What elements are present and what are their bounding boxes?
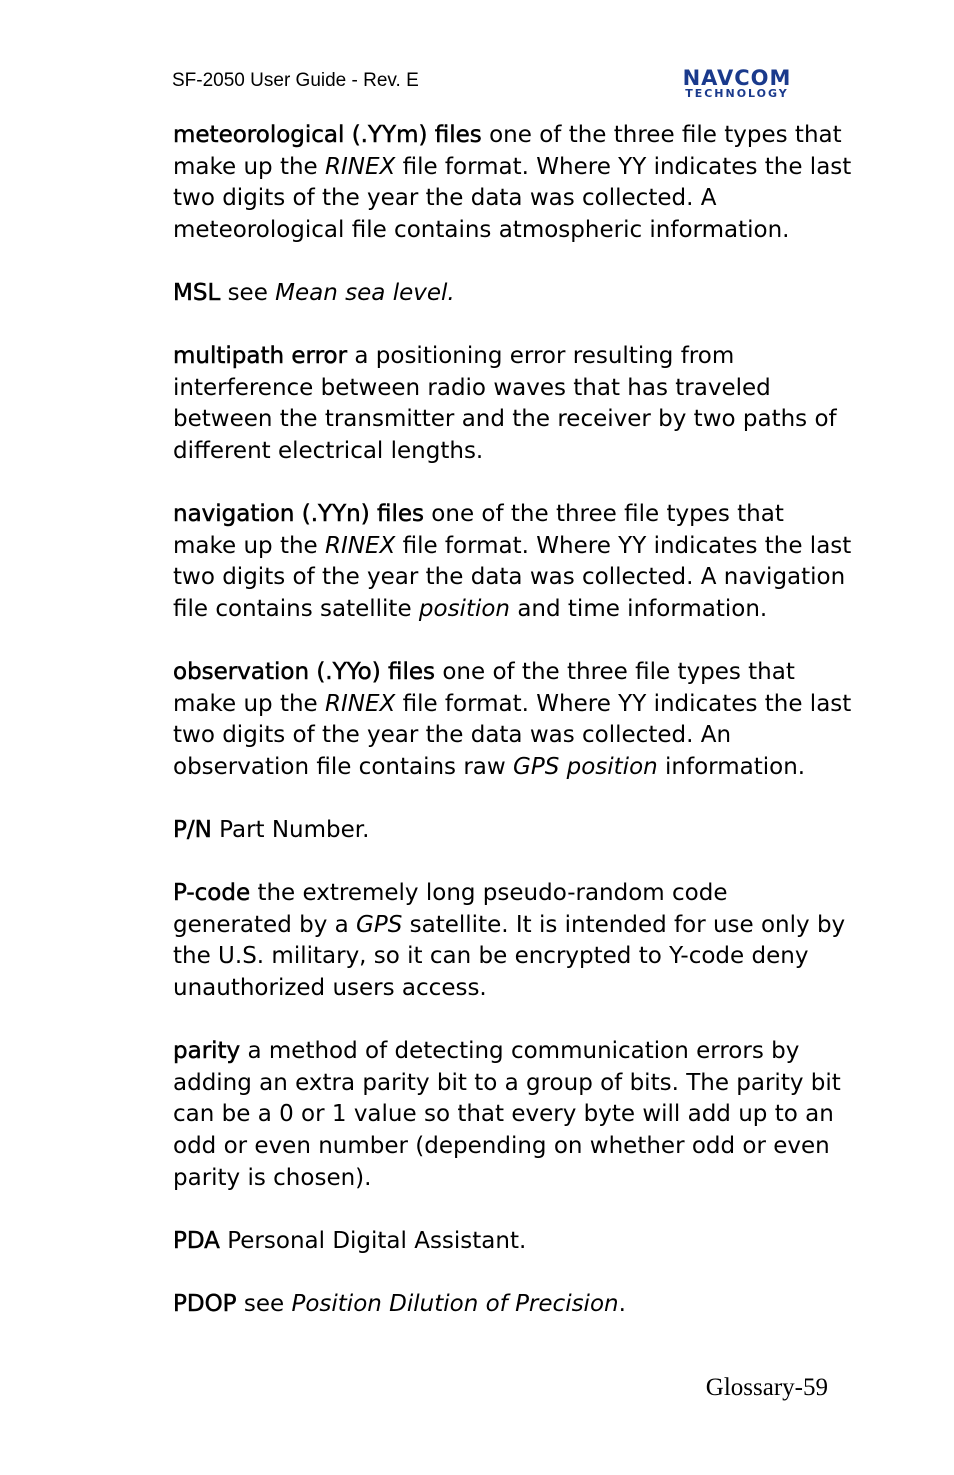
cross-reference: RINEX [325, 690, 396, 717]
definition-text: see [236, 1290, 292, 1317]
definition-text: a method of detecting communication errors by adding an extra parity bit to a group of bits. The parity bit can be a 0 or 1 value so that every byte will add up to an odd or even number (depending on whether odd or even parity is chosen). [173, 1038, 841, 1191]
logo-text-bottom: TECHNOLOGY [685, 87, 789, 100]
definition-text: satellite. It is intended for use only by the U.S. military, so it can be encrypted to Y-code deny unauthorized users access. [173, 911, 846, 1002]
cross-reference: Mean sea level. [275, 279, 455, 306]
glossary-term: meteorological (.YYm) files [173, 122, 482, 148]
navcom-logo [644, 66, 830, 100]
document-title: SF-2050 User Guide - Rev. E [172, 70, 419, 91]
definition-text: Personal Digital Assistant. [219, 1227, 527, 1254]
glossary-entry-multipath-error [173, 341, 853, 467]
definition-text: see [220, 279, 276, 306]
cross-reference: Position Dilution of Precision [291, 1290, 619, 1317]
glossary-term: P/N [173, 817, 212, 844]
definition-text: the extremely long pseudo-random code generated by a [173, 880, 728, 938]
glossary-entry-pda [173, 1226, 853, 1258]
glossary-term: PDOP [173, 1290, 237, 1317]
definition-text: and time information. [510, 595, 768, 622]
cross-reference: position [418, 595, 511, 622]
glossary-content [173, 120, 853, 1352]
definition-text: one of the three file types that make up the [173, 501, 784, 559]
cross-reference: RINEX [325, 532, 396, 559]
glossary-entry-msl [173, 278, 853, 310]
cross-reference: RINEX [325, 153, 396, 180]
glossary-term: PDA [173, 1227, 220, 1254]
definition-text: one of the three file types that make up the [173, 659, 795, 717]
glossary-term: navigation (.YYn) files [173, 501, 424, 528]
glossary-entry-part-number [173, 815, 853, 847]
glossary-entry-parity [173, 1036, 853, 1194]
glossary-entry-observation-files [173, 657, 853, 783]
definition-text: Part Number. [211, 817, 370, 844]
definition-text: file format. Where YY indicates the last two digits of the year the data was collected. A meteorological file contains atmospheric information. [173, 153, 852, 243]
glossary-term: MSL [173, 279, 221, 306]
cross-reference: GPS position [513, 753, 658, 780]
glossary-term: P-code [173, 880, 251, 907]
definition-text: . [618, 1290, 626, 1317]
definition-text: file format. Where YY indicates the last two digits of the year the data was collected. A navigation file contains satellite [173, 532, 852, 622]
glossary-term: observation (.YYo) files [173, 659, 436, 686]
glossary-term: multipath error [173, 343, 348, 370]
definition-text: file format. Where YY indicates the last two digits of the year the data was collected. An observation file contains raw [173, 690, 852, 780]
glossary-entry-navigation-files [173, 499, 853, 625]
glossary-entry-pdop [173, 1289, 853, 1321]
glossary-entry-meteorological-files [173, 120, 853, 246]
cross-reference: GPS [356, 911, 403, 938]
glossary-term: parity [173, 1038, 241, 1065]
logo-text-top: NAVCOM [682, 66, 792, 90]
page-number: Glossary-59 [705, 1374, 828, 1401]
glossary-entry-p-code [173, 878, 853, 1004]
definition-text: one of the three file types that make up the [173, 122, 842, 180]
definition-text: information. [657, 753, 806, 780]
definition-text: a positioning error resulting from interference between radio waves that has traveled between the transmitter and the receiver by two paths of different electrical lengths. [173, 343, 837, 464]
